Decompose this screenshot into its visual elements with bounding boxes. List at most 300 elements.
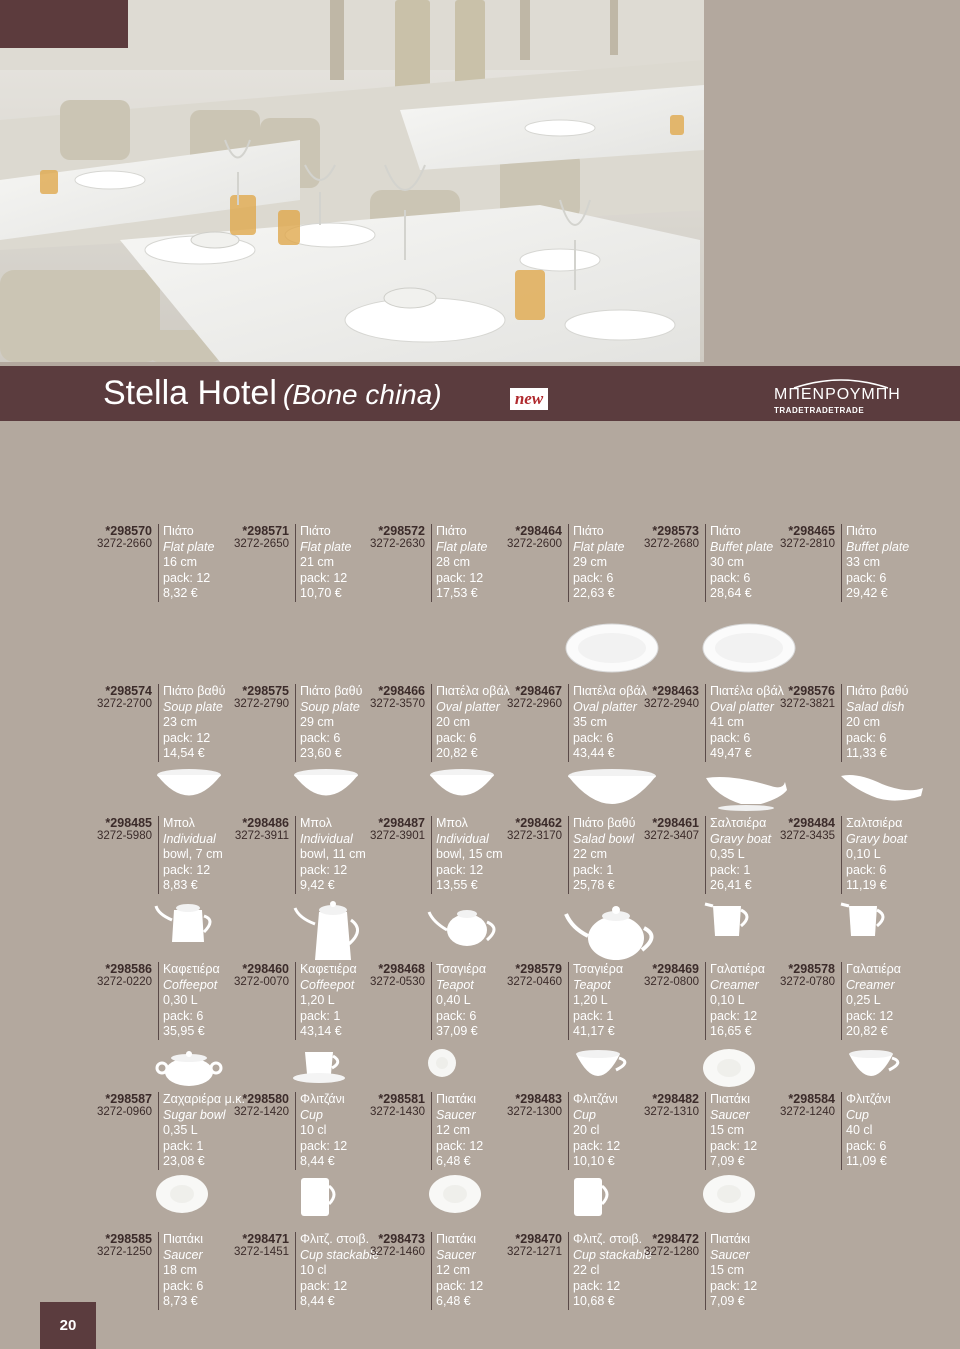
pack-size: pack: 12	[163, 570, 211, 585]
reference-number: 3272-3170	[507, 830, 562, 842]
product-298581	[369, 1092, 506, 1172]
gravy-boat-icon	[701, 768, 817, 812]
price: 35,95 €	[163, 1024, 205, 1038]
size: 28 cm	[436, 555, 471, 569]
teapot-large-icon	[564, 900, 680, 962]
size: 10 cl	[300, 1123, 327, 1137]
item-number: *298576	[788, 684, 835, 698]
item-number: *298579	[515, 962, 562, 976]
product-info	[841, 1092, 891, 1170]
english-name: Flat plate	[436, 539, 488, 554]
brand-logo	[766, 376, 916, 416]
size: 30 cm	[710, 555, 745, 569]
product-code	[507, 684, 562, 710]
size: 15 cm	[710, 1123, 745, 1137]
item-number: *298466	[378, 684, 425, 698]
english-name: Oval platter	[436, 699, 500, 714]
pack-size: pack: 6	[573, 570, 614, 585]
pack-size: pack: 1	[710, 862, 751, 877]
greek-name: Σαλτσιέρα	[846, 816, 903, 830]
size: 40 cl	[846, 1123, 873, 1137]
pack-size: pack: 6	[846, 570, 887, 585]
price: 26,41 €	[710, 878, 752, 892]
english-name: Saucer	[710, 1107, 750, 1122]
product-code	[644, 816, 699, 842]
pack-size: pack: 6	[436, 1008, 477, 1023]
product-info	[431, 962, 486, 1040]
cup-icon	[837, 1048, 953, 1088]
english-name: Individual	[163, 831, 216, 846]
item-number: *298482	[652, 1092, 699, 1106]
price: 7,09 €	[710, 1154, 745, 1168]
price: 17,53 €	[436, 586, 478, 600]
product-298470	[506, 1232, 653, 1312]
price: 11,33 €	[846, 746, 887, 760]
english-name: Saucer	[436, 1247, 476, 1262]
pack-size: pack: 12	[436, 1138, 484, 1153]
product-info	[295, 816, 366, 894]
product-info	[841, 962, 901, 1040]
size: 21 cm	[300, 555, 335, 569]
product-code	[644, 524, 699, 550]
product-298467	[506, 684, 647, 764]
pack-size: pack: 1	[573, 862, 614, 877]
pack-size: pack: 6	[300, 730, 341, 745]
english-name: Coffeepot	[300, 977, 355, 992]
product-info	[705, 524, 773, 602]
size: bowl, 7 cm	[163, 847, 223, 861]
english-name: Buffet plate	[710, 539, 774, 554]
product-298487	[369, 816, 506, 896]
size: 0,40 L	[436, 993, 471, 1007]
greek-name: Πιάτο	[300, 524, 331, 538]
greek-name: Πιάτο βαθύ	[846, 684, 909, 698]
product-298483	[506, 1092, 643, 1172]
item-number: *298460	[242, 962, 289, 976]
size: bowl, 15 cm	[436, 847, 503, 861]
price: 10,68 €	[573, 1294, 615, 1308]
salad-bowl-icon	[564, 768, 680, 816]
price: 11,19 €	[846, 878, 887, 892]
item-number: *298486	[242, 816, 289, 830]
product-298574	[96, 684, 233, 764]
price: 29,42 €	[846, 586, 888, 600]
product-info	[568, 684, 647, 762]
product-info	[568, 816, 635, 894]
size: 0,30 L	[163, 993, 198, 1007]
bowl-icon	[291, 768, 407, 802]
greek-name: Φλιτζάνι	[300, 1092, 345, 1106]
item-number: *298470	[515, 1232, 562, 1246]
item-number: *298469	[652, 962, 699, 976]
cup-icon	[564, 1048, 680, 1088]
english-name: Coffeepot	[163, 977, 218, 992]
reference-number: 3272-0070	[234, 976, 289, 988]
size: 20 cm	[846, 715, 881, 729]
greek-name: Φλιτζάνι	[573, 1092, 618, 1106]
greek-name: Πιάτο	[436, 524, 467, 538]
product-info	[705, 1232, 757, 1310]
cup-saucer-icon	[291, 1048, 407, 1084]
product-code	[234, 524, 289, 550]
english-name: Flat plate	[300, 539, 352, 554]
price: 8,73 €	[163, 1294, 198, 1308]
item-number: *298484	[788, 816, 835, 830]
product-298463	[643, 684, 784, 764]
product-info	[431, 1092, 483, 1170]
product-code	[780, 962, 835, 988]
greek-name: Καφετιέρα	[300, 962, 357, 976]
reference-number: 3272-1271	[507, 1246, 562, 1258]
price: 7,09 €	[710, 1294, 745, 1308]
price: 14,54 €	[163, 746, 205, 760]
price: 22,63 €	[573, 586, 615, 600]
size: 18 cm	[163, 1263, 198, 1277]
size: 1,20 L	[573, 993, 608, 1007]
greek-name: Μπολ	[163, 816, 195, 830]
product-298469	[643, 962, 780, 1042]
greek-name: Καφετιέρα	[163, 962, 220, 976]
price: 23,08 €	[163, 1154, 205, 1168]
product-info	[841, 524, 909, 602]
reference-number: 3272-2810	[780, 538, 835, 550]
item-number: *298473	[378, 1232, 425, 1246]
english-name: Teapot	[573, 977, 611, 992]
english-name: Gravy boat	[846, 831, 908, 846]
greek-name: Γαλατιέρα	[710, 962, 766, 976]
item-number: *298584	[788, 1092, 835, 1106]
english-name: Individual	[436, 831, 489, 846]
logo-name: ΜΠΕΝΡΟΥΜΠΗ	[774, 386, 901, 403]
pack-size: pack: 12	[300, 862, 348, 877]
product-code	[780, 684, 835, 710]
reference-number: 3272-1280	[644, 1246, 699, 1258]
product-298482	[643, 1092, 780, 1172]
product-298576	[779, 684, 916, 764]
reference-number: 3272-1310	[644, 1106, 699, 1118]
product-info	[295, 962, 357, 1040]
greek-name: Τσαγιέρα	[573, 962, 624, 976]
greek-name: Πιατάκι	[710, 1092, 751, 1106]
item-number: *298464	[515, 524, 562, 538]
saucer-icon	[701, 1048, 817, 1088]
price: 8,44 €	[300, 1154, 335, 1168]
english-name: Individual	[300, 831, 353, 846]
price: 8,32 €	[163, 586, 198, 600]
english-name: Creamer	[846, 977, 895, 992]
pack-size: pack: 6	[710, 570, 751, 585]
reference-number: 3272-2600	[507, 538, 562, 550]
teapot-icon	[427, 900, 543, 948]
english-name: Gravy boat	[710, 831, 772, 846]
english-name: Soup plate	[163, 699, 223, 714]
coffeepot-icon	[154, 900, 270, 946]
product-298578	[779, 962, 916, 1042]
greek-name: Μπολ	[300, 816, 332, 830]
pack-size: pack: 1	[573, 1008, 614, 1023]
product-code	[370, 1232, 425, 1258]
english-name: Soup plate	[300, 699, 360, 714]
size: 29 cm	[300, 715, 335, 729]
english-name: Oval platter	[710, 699, 774, 714]
item-number: *298483	[515, 1092, 562, 1106]
size: 22 cm	[573, 847, 608, 861]
restaurant-photo	[0, 0, 704, 362]
page-title	[103, 374, 442, 413]
price: 13,55 €	[436, 878, 478, 892]
logo-tagline: TRADETRADETRADE	[774, 406, 865, 415]
greek-name: Πιάτο	[163, 524, 194, 538]
size: 22 cl	[573, 1263, 600, 1277]
item-number: *298581	[378, 1092, 425, 1106]
item-number: *298465	[788, 524, 835, 538]
pack-size: pack: 6	[573, 730, 614, 745]
reference-number: 3272-1250	[97, 1246, 152, 1258]
product-info	[158, 816, 223, 894]
item-number: *298468	[378, 962, 425, 976]
item-number: *298467	[515, 684, 562, 698]
product-code	[235, 816, 289, 842]
creamer-icon	[701, 900, 817, 940]
pack-size: pack: 12	[300, 570, 348, 585]
product-298579	[506, 962, 643, 1042]
product-info	[568, 962, 623, 1040]
price: 9,42 €	[300, 878, 335, 892]
pack-size: pack: 12	[300, 1138, 348, 1153]
price: 8,44 €	[300, 1294, 335, 1308]
oval-platter-icon	[701, 622, 817, 674]
product-info	[158, 684, 225, 762]
item-number: *298461	[652, 816, 699, 830]
item-number: *298580	[242, 1092, 289, 1106]
reference-number: 3272-3821	[780, 698, 835, 710]
product-code	[97, 1092, 152, 1118]
product-info	[295, 524, 351, 602]
greek-name: Πιατέλα οβάλ	[710, 684, 784, 698]
pack-size: pack: 6	[710, 730, 751, 745]
reference-number: 3272-0800	[644, 976, 699, 988]
gravy-boat-small-icon	[837, 768, 953, 808]
product-info	[568, 1232, 652, 1310]
item-number: *298575	[242, 684, 289, 698]
english-name: Cup stackable	[573, 1247, 653, 1262]
english-name: Cup stackable	[300, 1247, 380, 1262]
title-main: Stella Hotel	[103, 374, 277, 412]
product-298573	[643, 524, 780, 604]
product-298464	[506, 524, 643, 604]
size: 29 cm	[573, 555, 608, 569]
reference-number: 3272-2960	[507, 698, 562, 710]
product-code	[507, 1092, 562, 1118]
reference-number: 3272-1430	[370, 1106, 425, 1118]
size: 15 cm	[710, 1263, 745, 1277]
price: 8,83 €	[163, 878, 198, 892]
greek-name: Πιάτο βαθύ	[163, 684, 226, 698]
product-code	[507, 962, 562, 988]
title-sub: (Bone china)	[282, 379, 442, 410]
reference-number: 3272-3911	[234, 830, 289, 842]
size: 33 cm	[846, 555, 881, 569]
item-number: *298574	[105, 684, 152, 698]
page-number: 20	[40, 1302, 96, 1349]
reference-number: 3272-0960	[97, 1106, 152, 1118]
reference-number: 3272-2940	[644, 698, 699, 710]
item-number: *298572	[378, 524, 425, 538]
product-code	[370, 684, 425, 710]
pack-size: pack: 12	[436, 862, 484, 877]
product-298584	[779, 1092, 916, 1172]
reference-number: 3272-2660	[97, 538, 152, 550]
product-code	[97, 684, 152, 710]
english-name: Creamer	[710, 977, 759, 992]
greek-name: Πιατέλα οβάλ	[436, 684, 510, 698]
price: 6,48 €	[436, 1154, 471, 1168]
size: 1,20 L	[300, 993, 335, 1007]
greek-name: Φλιτζ. στοιβ.	[300, 1232, 370, 1246]
product-code	[370, 962, 425, 988]
pack-size: pack: 6	[163, 1008, 204, 1023]
english-name: Cup	[846, 1107, 869, 1122]
reference-number: 3272-1240	[780, 1106, 835, 1118]
product-info	[568, 524, 624, 602]
product-code	[644, 1092, 699, 1118]
item-number: *298578	[788, 962, 835, 976]
pack-size: pack: 12	[710, 1278, 758, 1293]
greek-name: Πιατάκι	[436, 1232, 477, 1246]
size: 12 cm	[436, 1123, 471, 1137]
bowl-icon	[154, 768, 270, 802]
size: 0,35 L	[710, 847, 745, 861]
product-info	[431, 684, 510, 762]
item-number: *298472	[652, 1232, 699, 1246]
item-number: *298463	[652, 684, 699, 698]
item-number: *298586	[105, 962, 152, 976]
greek-name: Πιάτο	[573, 524, 604, 538]
english-name: Cup	[573, 1107, 596, 1122]
greek-name: Ζαχαριέρα μ.κ.	[163, 1092, 245, 1106]
size: 35 cm	[573, 715, 608, 729]
pack-size: pack: 12	[573, 1138, 621, 1153]
product-298571	[233, 524, 370, 604]
product-298575	[233, 684, 370, 764]
price: 20,82 €	[846, 1024, 888, 1038]
greek-name: Πιάτο βαθύ	[573, 816, 636, 830]
greek-name: Φλιτζ. στοιβ.	[573, 1232, 643, 1246]
reference-number: 3272-1460	[370, 1246, 425, 1258]
product-info	[295, 1232, 379, 1310]
product-info	[705, 816, 771, 894]
english-name: Oval platter	[573, 699, 637, 714]
item-number: *298471	[242, 1232, 289, 1246]
english-name: Saucer	[163, 1247, 203, 1262]
pack-size: pack: 12	[573, 1278, 621, 1293]
product-info	[431, 1232, 483, 1310]
price: 6,48 €	[436, 1294, 471, 1308]
reference-number: 3272-2650	[234, 538, 289, 550]
reference-number: 3272-0530	[370, 976, 425, 988]
pack-size: pack: 12	[163, 862, 211, 877]
reference-number: 3272-0220	[97, 976, 152, 988]
english-name: Saucer	[436, 1107, 476, 1122]
new-badge: new	[510, 388, 548, 410]
product-info	[705, 962, 765, 1040]
greek-name: Φλιτζάνι	[846, 1092, 891, 1106]
size: 12 cm	[436, 1263, 471, 1277]
pack-size: pack: 6	[436, 730, 477, 745]
greek-name: Σαλτσιέρα	[710, 816, 767, 830]
item-number: *298571	[242, 524, 289, 538]
english-name: Flat plate	[163, 539, 215, 554]
product-code	[780, 1092, 835, 1118]
sugar-bowl-icon	[154, 1048, 270, 1088]
pack-size: pack: 6	[846, 862, 887, 877]
size: bowl, 11 cm	[300, 847, 366, 861]
english-name: Buffet plate	[846, 539, 910, 554]
item-number: *298570	[105, 524, 152, 538]
reference-number: 3272-2630	[370, 538, 425, 550]
product-298472	[643, 1232, 780, 1312]
price: 28,64 €	[710, 586, 752, 600]
product-info	[431, 816, 503, 894]
pack-size: pack: 1	[163, 1138, 204, 1153]
saucer-small-icon	[427, 1048, 543, 1078]
reference-number: 3272-1420	[234, 1106, 289, 1118]
product-298468	[369, 962, 506, 1042]
product-code	[780, 816, 835, 842]
size: 0,25 L	[846, 993, 881, 1007]
product-info	[705, 684, 784, 762]
product-code	[234, 1092, 289, 1118]
product-298587	[96, 1092, 245, 1172]
product-298580	[233, 1092, 370, 1172]
product-298570	[96, 524, 233, 604]
product-298572	[369, 524, 506, 604]
english-name: Sugar bowl	[163, 1107, 226, 1122]
product-298460	[233, 962, 370, 1042]
reference-number: 3272-5980	[97, 830, 152, 842]
greek-name: Πιατάκι	[710, 1232, 751, 1246]
product-code	[97, 1232, 152, 1258]
price: 20,82 €	[436, 746, 478, 760]
pack-size: pack: 6	[846, 730, 887, 745]
product-code	[370, 524, 425, 550]
price: 23,60 €	[300, 746, 342, 760]
size: 20 cm	[436, 715, 471, 729]
english-name: Salad bowl	[573, 831, 635, 846]
pack-size: pack: 6	[163, 1278, 204, 1293]
product-code	[507, 1232, 562, 1258]
greek-name: Πιατάκι	[163, 1232, 204, 1246]
reference-number: 3272-2700	[97, 698, 152, 710]
reference-number: 3272-3901	[370, 830, 425, 842]
product-info	[295, 1092, 347, 1170]
product-code	[507, 816, 562, 842]
product-code	[370, 816, 425, 842]
product-info	[841, 684, 908, 762]
pack-size: pack: 12	[436, 1278, 484, 1293]
pack-size: pack: 12	[710, 1138, 758, 1153]
product-298466	[369, 684, 510, 764]
product-code	[234, 684, 289, 710]
greek-name: Πιάτο	[710, 524, 741, 538]
english-name: Teapot	[436, 977, 474, 992]
product-info	[158, 524, 214, 602]
product-code	[234, 962, 289, 988]
english-name: Salad dish	[846, 699, 905, 714]
price: 37,09 €	[436, 1024, 478, 1038]
price: 49,47 €	[710, 746, 752, 760]
pack-size: pack: 12	[163, 730, 211, 745]
